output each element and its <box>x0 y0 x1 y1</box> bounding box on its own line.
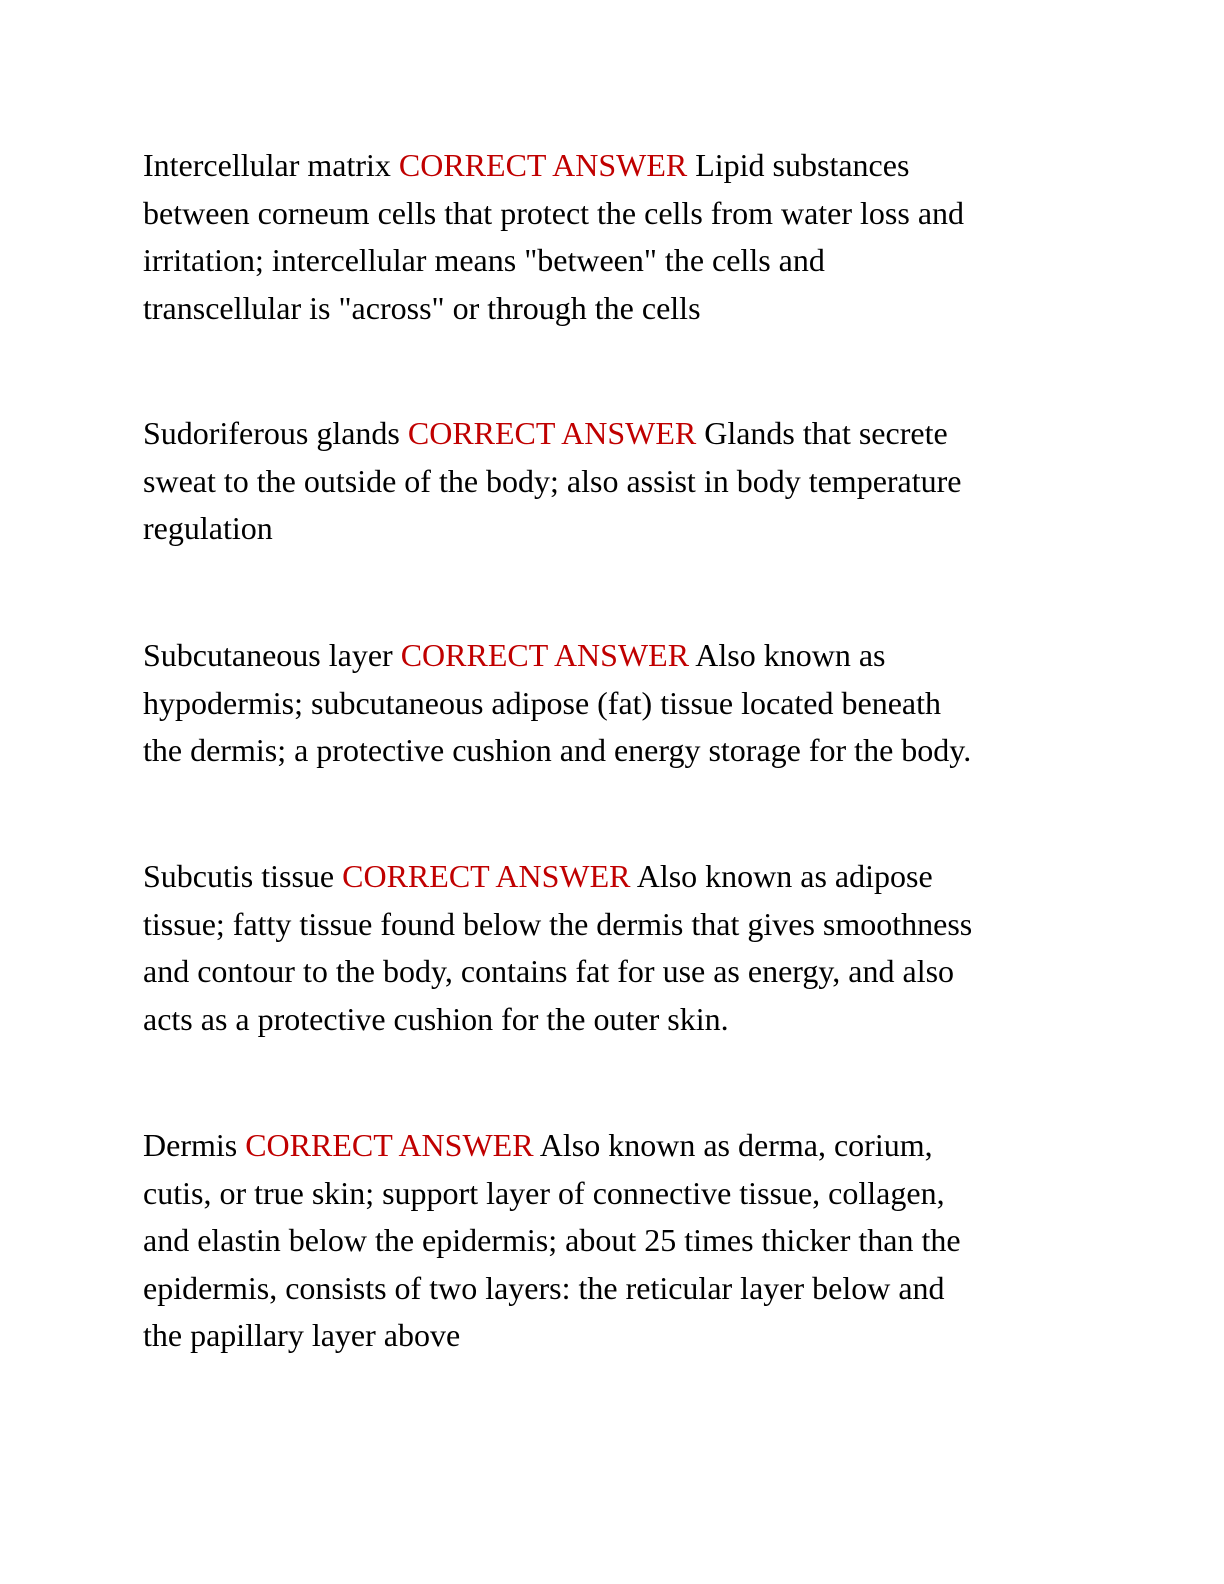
entry-definition-start: Lipid substances <box>695 147 910 183</box>
entry-term: Subcutis tissue <box>143 858 335 894</box>
entry-first-line <box>143 632 1078 680</box>
entry-first-line <box>143 142 1078 190</box>
entry-definition-line: the papillary layer above <box>143 1317 461 1353</box>
correct-answer-label: CORRECT ANSWER <box>245 1127 534 1163</box>
flashcard-entry <box>143 142 1078 332</box>
entry-definition-start: Also known as <box>695 637 886 673</box>
entry-definition-start: Also known as adipose <box>636 858 933 894</box>
entry-term: Sudoriferous glands <box>143 415 400 451</box>
entry-first-line <box>143 410 1078 458</box>
flashcard-entry <box>143 1122 1078 1360</box>
flashcard-entry <box>143 853 1078 1043</box>
entry-definition-line: regulation <box>143 510 273 546</box>
entry-definition-line: cutis, or true skin; support layer of connective tissue, collagen, <box>143 1174 945 1211</box>
entry-definition-start: Also known as derma, corium, <box>539 1127 933 1163</box>
entry-definition-line: and elastin below the epidermis; about 25 times thicker than the <box>143 1222 961 1258</box>
correct-answer-label: CORRECT ANSWER <box>407 415 697 451</box>
entry-definition-line: the dermis; a protective cushion and energy storage for the body. <box>143 732 972 768</box>
flashcard-entry <box>143 410 1078 553</box>
entry-definition-line: epidermis, consists of two layers: the reticular layer below and <box>143 1269 945 1306</box>
entry-term: Subcutaneous layer <box>143 637 393 673</box>
correct-answer-label: CORRECT ANSWER <box>398 147 688 183</box>
correct-answer-label: CORRECT ANSWER <box>342 858 631 894</box>
entry-definition-line: transcellular is "across" or through the cells <box>143 289 701 326</box>
entry-definition-line: tissue; fatty tissue found below the dermis that gives smoothness <box>143 905 973 942</box>
entry-definition-line: hypodermis; subcutaneous adipose (fat) tissue located beneath <box>143 684 941 721</box>
entry-definition-line: irritation; intercellular means "between" the cells and <box>143 242 825 278</box>
entry-term: Dermis <box>143 1127 238 1163</box>
flashcard-entry <box>143 632 1078 775</box>
entry-first-line <box>143 853 1078 901</box>
entry-term: Intercellular matrix <box>143 147 391 183</box>
entry-definition-line: sweat to the outside of the body; also assist in body temperature <box>143 462 962 499</box>
entry-definition-line: between corneum cells that protect the cells from water loss and <box>143 194 965 231</box>
entry-definition-start: Glands that secrete <box>704 415 948 451</box>
correct-answer-label: CORRECT ANSWER <box>400 637 690 673</box>
entry-definition-line: and contour to the body, contains fat for use as energy, and also <box>143 953 955 989</box>
entry-definition-line: acts as a protective cushion for the outer skin. <box>143 1000 729 1037</box>
entry-first-line <box>143 1122 1078 1170</box>
